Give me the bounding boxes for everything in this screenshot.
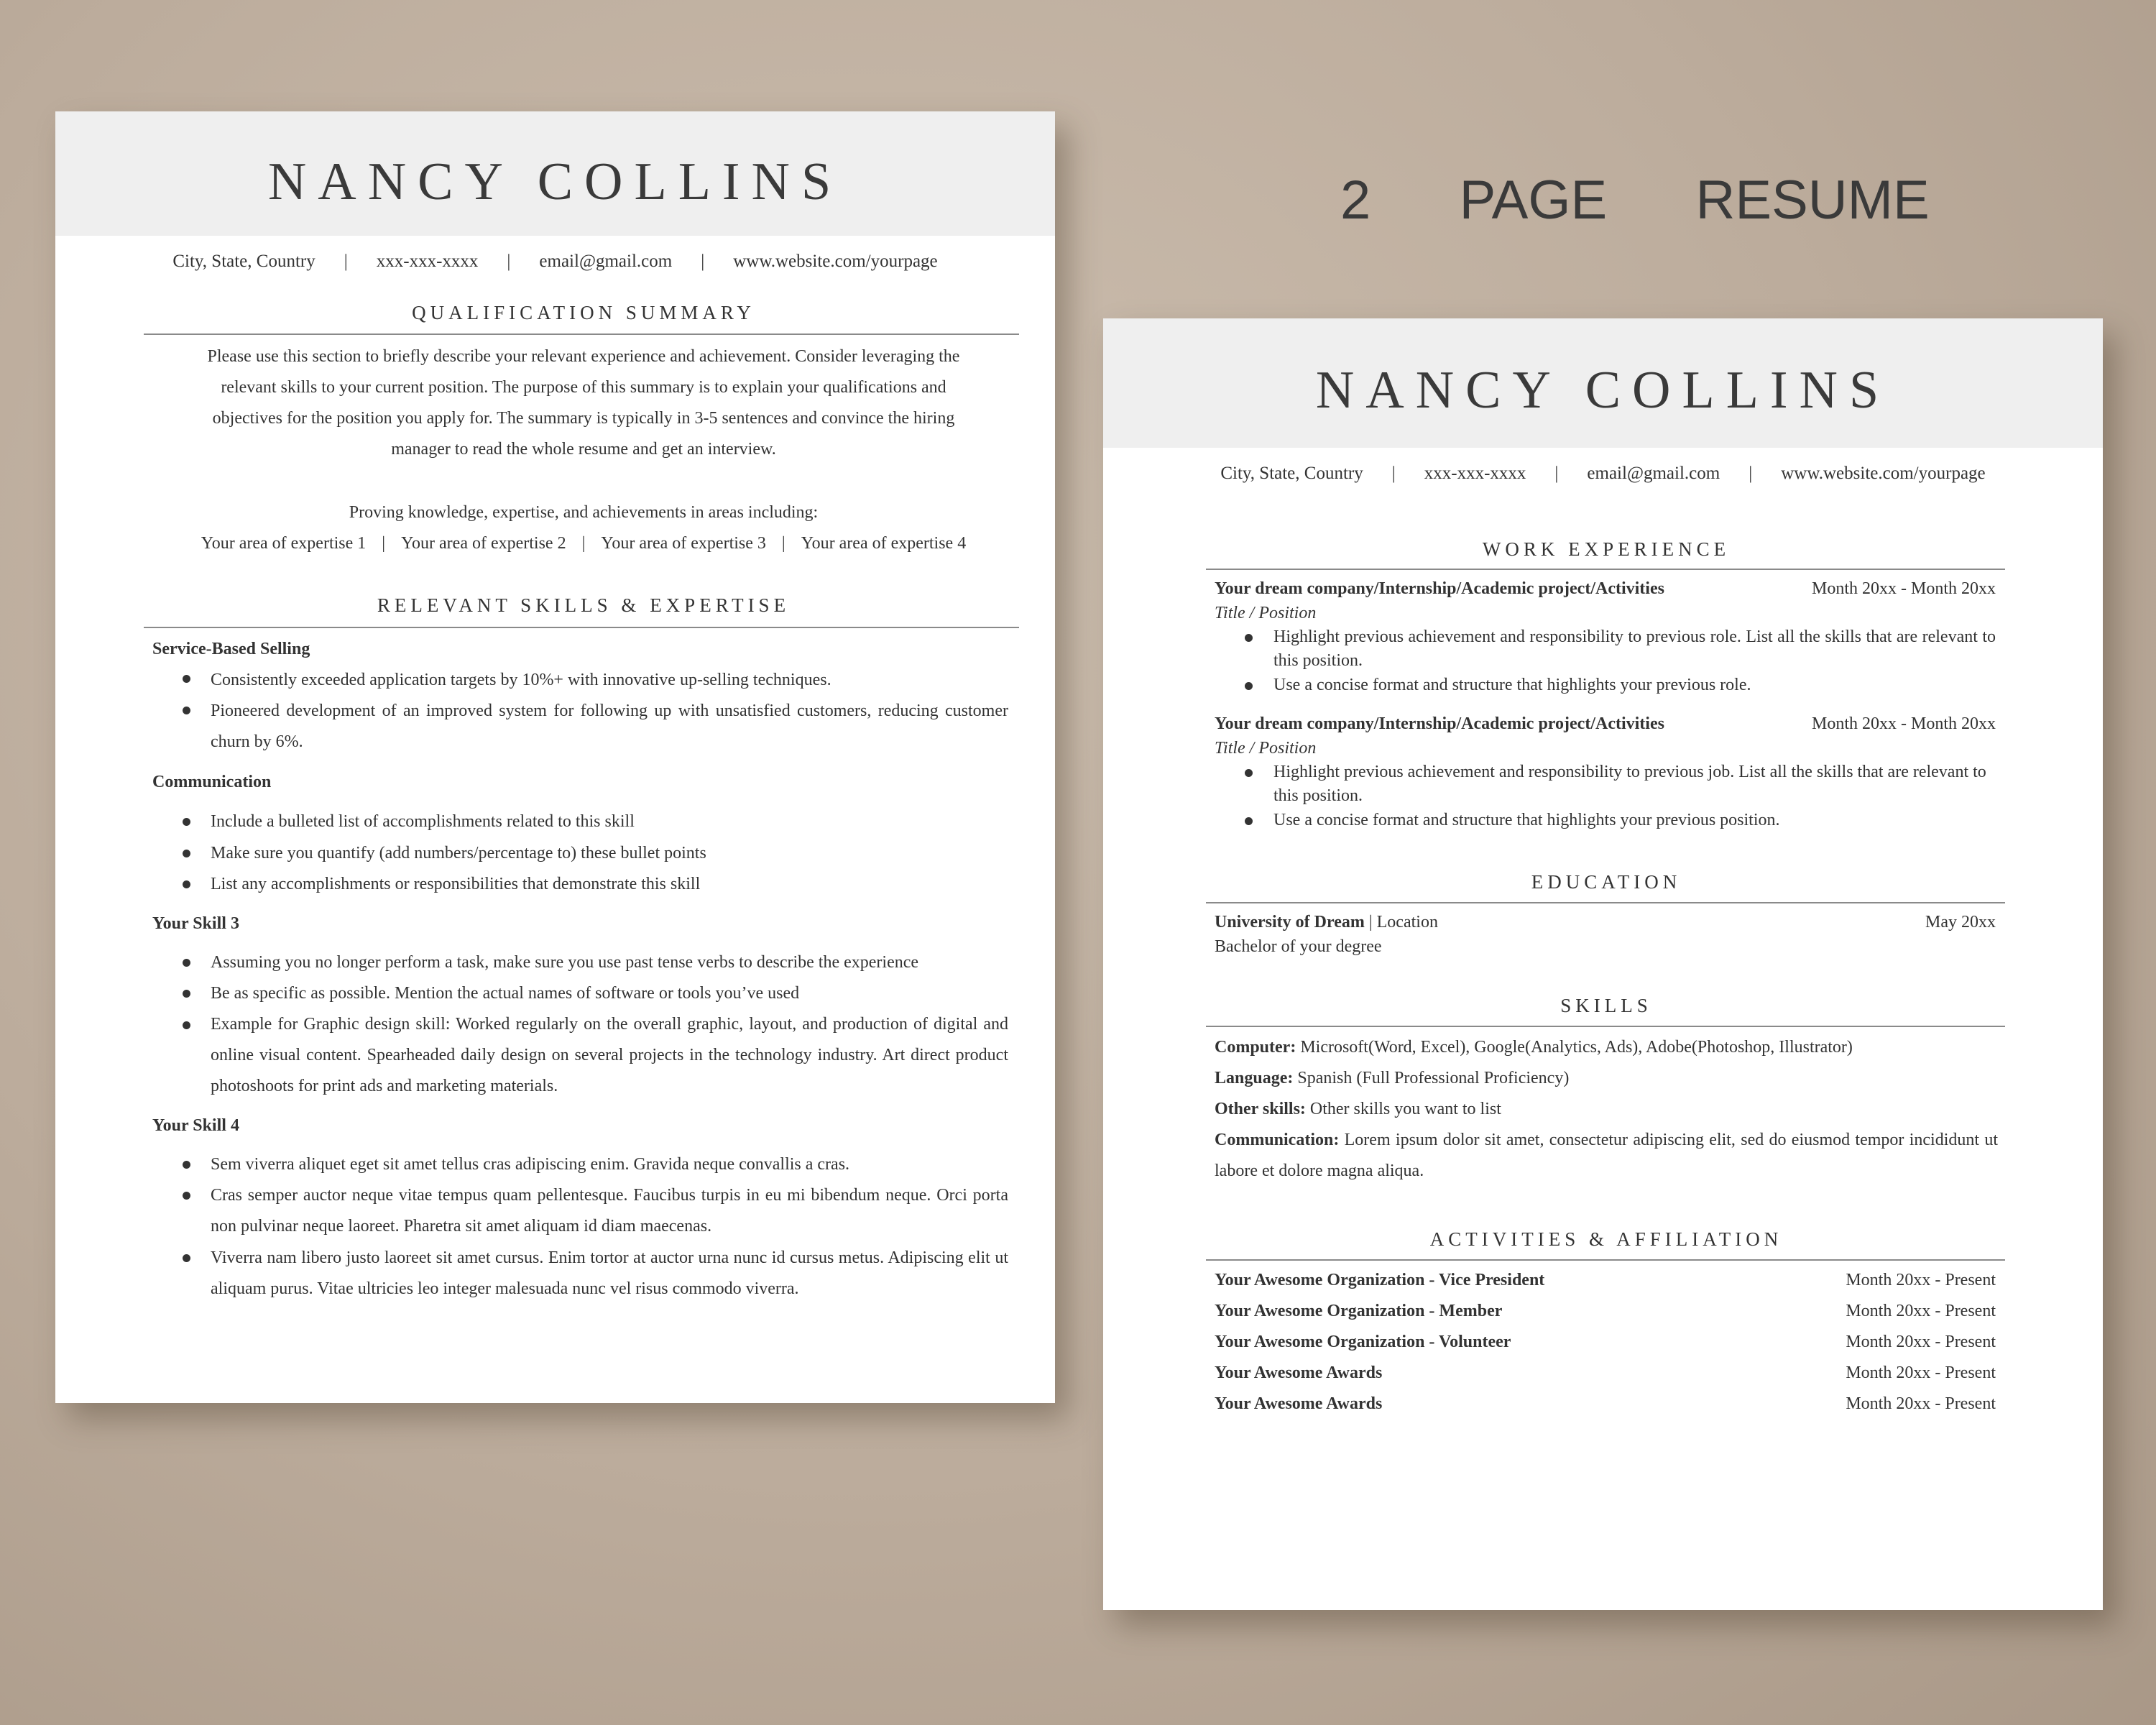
- contact-email: email@gmail.com: [1587, 464, 1720, 483]
- skill-bullet: Consistently exceeded application targets by 10%+ with innovative up-selling techniques.: [211, 671, 831, 689]
- expertise-area: Your area of expertise 3: [601, 534, 766, 553]
- skill-heading: Your Skill 4: [152, 1116, 239, 1135]
- expertise-separator: |: [382, 534, 386, 553]
- skill-value: Spanish (Full Professional Proficiency): [1293, 1069, 1570, 1087]
- bullet-icon: [183, 880, 190, 888]
- contact-line: [1103, 464, 2103, 484]
- contact-line: [55, 252, 1055, 272]
- education-school: University of Dream: [1215, 913, 1365, 932]
- contact-separator: |: [1391, 464, 1396, 483]
- expertise-area: Your area of expertise 1: [201, 534, 367, 553]
- job-title: Title / Position: [1215, 739, 1317, 758]
- skill-bullet: Example for Graphic design skill: Worked regularly on the overall graphic, layout, and production of digital and online visual content. Spearheaded daily design on several projects in the technology industry. Art direct product photoshoots for print ads and marketing materials.: [211, 1015, 1008, 1095]
- candidate-name: NANCY COLLINS: [267, 152, 843, 211]
- bullet-icon: [1245, 817, 1253, 825]
- skill-line: [1215, 1094, 1998, 1125]
- section-rule: [1206, 1026, 2005, 1027]
- bullet-icon: [183, 850, 190, 857]
- bullet-icon: [1245, 682, 1253, 690]
- expertise-area: Your area of expertise 4: [801, 534, 967, 553]
- contact-separator: |: [344, 252, 348, 271]
- skill-line: [1215, 1125, 1998, 1187]
- skill-label: Computer:: [1215, 1038, 1296, 1057]
- qualification-summary: [145, 341, 1022, 465]
- expertise-separator: |: [781, 534, 786, 553]
- education-degree: Bachelor of your degree: [1215, 937, 1382, 956]
- bullet-icon: [183, 707, 190, 714]
- summary-line: relevant skills to your current position. The purpose of this summary is to explain your qualifications and: [221, 378, 946, 397]
- page-count-tagline: 2 PAGE RESUME: [1340, 170, 1930, 231]
- activity-dates: Month 20xx - Present: [1846, 1333, 1996, 1351]
- section-rule: [144, 334, 1019, 335]
- job-bullet: Use a concise format and structure that highlights your previous role.: [1273, 676, 1751, 694]
- activity-name: Your Awesome Awards: [1215, 1394, 1383, 1413]
- contact-separator: |: [507, 252, 511, 271]
- contact-phone: xxx-xxx-xxxx: [1424, 464, 1526, 483]
- skill-label: Other skills:: [1215, 1100, 1306, 1118]
- skill-bullet: Sem viverra aliquet eget sit amet tellus cras adipiscing enim. Gravida neque convallis a cras.: [211, 1155, 850, 1174]
- bullet-icon: [183, 1021, 190, 1029]
- job-title: Title / Position: [1215, 604, 1317, 622]
- expertise-separator: |: [581, 534, 586, 553]
- skill-heading: Your Skill 3: [152, 914, 239, 933]
- education-date: May 20xx: [1925, 913, 1996, 932]
- bullet-icon: [183, 1192, 190, 1200]
- section-rule: [1206, 569, 2005, 570]
- education-location: | Location: [1364, 913, 1438, 932]
- bullet-icon: [1245, 769, 1253, 777]
- section-rule: [144, 627, 1019, 628]
- contact-separator: |: [701, 252, 705, 271]
- contact-location: City, State, Country: [172, 252, 315, 271]
- expertise-area: Your area of expertise 2: [401, 534, 566, 553]
- section-rule: [1206, 1259, 2005, 1261]
- skill-bullet: Viverra nam libero justo laoreet sit amet cursus. Enim tortor at auctor urna nunc id cursus metus. Adipiscing elit ut aliquam purus. Vitae ultricies leo integer malesuada nunc vel risus commodo viverra.: [211, 1248, 1008, 1298]
- activity-dates: Month 20xx - Present: [1846, 1363, 1996, 1382]
- skill-bullet: Assuming you no longer perform a task, make sure you use past tense verbs to describe the experience: [211, 953, 919, 972]
- contact-separator: |: [1554, 464, 1559, 483]
- activity-name: Your Awesome Organization - Member: [1215, 1302, 1503, 1320]
- contact-separator: |: [1749, 464, 1753, 483]
- bullet-icon: [183, 959, 190, 967]
- relevant-skills-title: RELEVANT SKILLS & EXPERTISE: [377, 594, 791, 616]
- summary-line: Please use this section to briefly describe your relevant experience and achievement. Consider leveraging the: [207, 347, 960, 366]
- contact-website: www.website.com/yourpage: [1781, 464, 1986, 483]
- skill-line: [1215, 1032, 1998, 1063]
- education-title: EDUCATION: [1531, 871, 1682, 893]
- contact-phone: xxx-xxx-xxxx: [376, 252, 479, 271]
- skill-bullet: Include a bulleted list of accomplishments related to this skill: [211, 812, 635, 831]
- activity-dates: Month 20xx - Present: [1846, 1271, 1996, 1289]
- job-bullet: Use a concise format and structure that highlights your previous position.: [1273, 811, 1780, 829]
- bullet-icon: [183, 1254, 190, 1262]
- skill-heading: Communication: [152, 773, 272, 791]
- skill-label: Language:: [1215, 1069, 1294, 1087]
- activity-dates: Month 20xx - Present: [1846, 1394, 1996, 1413]
- contact-email: email@gmail.com: [539, 252, 673, 271]
- summary-line: manager to read the whole resume and get an interview.: [391, 440, 776, 459]
- skill-value: Microsoft(Word, Excel), Google(Analytics, Ads), Adobe(Photoshop, Illustrator): [1296, 1038, 1853, 1057]
- resume-page-1: [55, 111, 1055, 1403]
- skill-value: Other skills you want to list: [1305, 1100, 1501, 1118]
- bullet-icon: [183, 675, 190, 683]
- contact-website: www.website.com/yourpage: [733, 252, 938, 271]
- activity-name: Your Awesome Organization - Volunteer: [1215, 1333, 1511, 1351]
- skill-line: [1215, 1063, 1998, 1094]
- bullet-icon: [183, 1161, 190, 1169]
- bullet-icon: [183, 818, 190, 826]
- summary-line: objectives for the position you apply for. The summary is typically in 3-5 sentences and convince the hiring: [212, 409, 955, 428]
- job-company: Your dream company/Internship/Academic project/Activities: [1215, 579, 1664, 598]
- resume-page-2: [1103, 318, 2103, 1610]
- skill-bullet: Cras semper auctor neque vitae tempus quam pellentesque. Faucibus turpis in eu mi bibendum neque. Orci porta non pulvinar neque laoreet. Pharetra sit amet aliquam id diam maecenas.: [211, 1186, 1008, 1236]
- bullet-icon: [183, 990, 190, 998]
- candidate-name: NANCY COLLINS: [1315, 361, 1891, 420]
- contact-location: City, State, Country: [1220, 464, 1363, 483]
- skill-bullet: List any accomplishments or responsibilities that demonstrate this skill: [211, 875, 701, 893]
- bullet-icon: [1245, 634, 1253, 642]
- job-dates: Month 20xx - Month 20xx: [1811, 579, 1996, 598]
- skill-label: Communication:: [1215, 1131, 1340, 1149]
- job-dates: Month 20xx - Month 20xx: [1811, 714, 1996, 733]
- education-school-line: [1215, 910, 1438, 934]
- expertise-areas: [145, 528, 1022, 559]
- job-bullet: Highlight previous achievement and responsibility to previous role. List all the skills that are relevant to this position.: [1273, 627, 1996, 670]
- job-bullet: Highlight previous achievement and responsibility to previous job. List all the skills that are relevant to this position.: [1273, 763, 1986, 805]
- activity-name: Your Awesome Awards: [1215, 1363, 1383, 1382]
- skills-title: SKILLS: [1560, 995, 1652, 1016]
- skill-bullet: Pioneered development of an improved system for following up with unsatisfied customers, reducing customer churn by 6%.: [211, 702, 1008, 751]
- qualification-summary-title: QUALIFICATION SUMMARY: [412, 302, 755, 323]
- activity-name: Your Awesome Organization - Vice President: [1215, 1271, 1545, 1289]
- skill-bullet: Make sure you quantify (add numbers/percentage to) these bullet points: [211, 844, 706, 862]
- section-rule: [1206, 902, 2005, 903]
- job-company: Your dream company/Internship/Academic project/Activities: [1215, 714, 1664, 733]
- skill-value: Lorem ipsum dolor sit amet, consectetur adipiscing elit, sed do eiusmod tempor incididunt ut labore et dolore magna aliqua.: [1215, 1131, 1998, 1180]
- proving-text: Proving knowledge, expertise, and achievements in areas including:: [349, 503, 819, 522]
- skill-bullet: Be as specific as possible. Mention the actual names of software or tools you’ve used: [211, 984, 800, 1003]
- skill-heading: Service-Based Selling: [152, 640, 310, 658]
- activities-title: ACTIVITIES & AFFILIATION: [1429, 1228, 1783, 1250]
- activity-dates: Month 20xx - Present: [1846, 1302, 1996, 1320]
- work-experience-title: WORK EXPERIENCE: [1482, 538, 1731, 560]
